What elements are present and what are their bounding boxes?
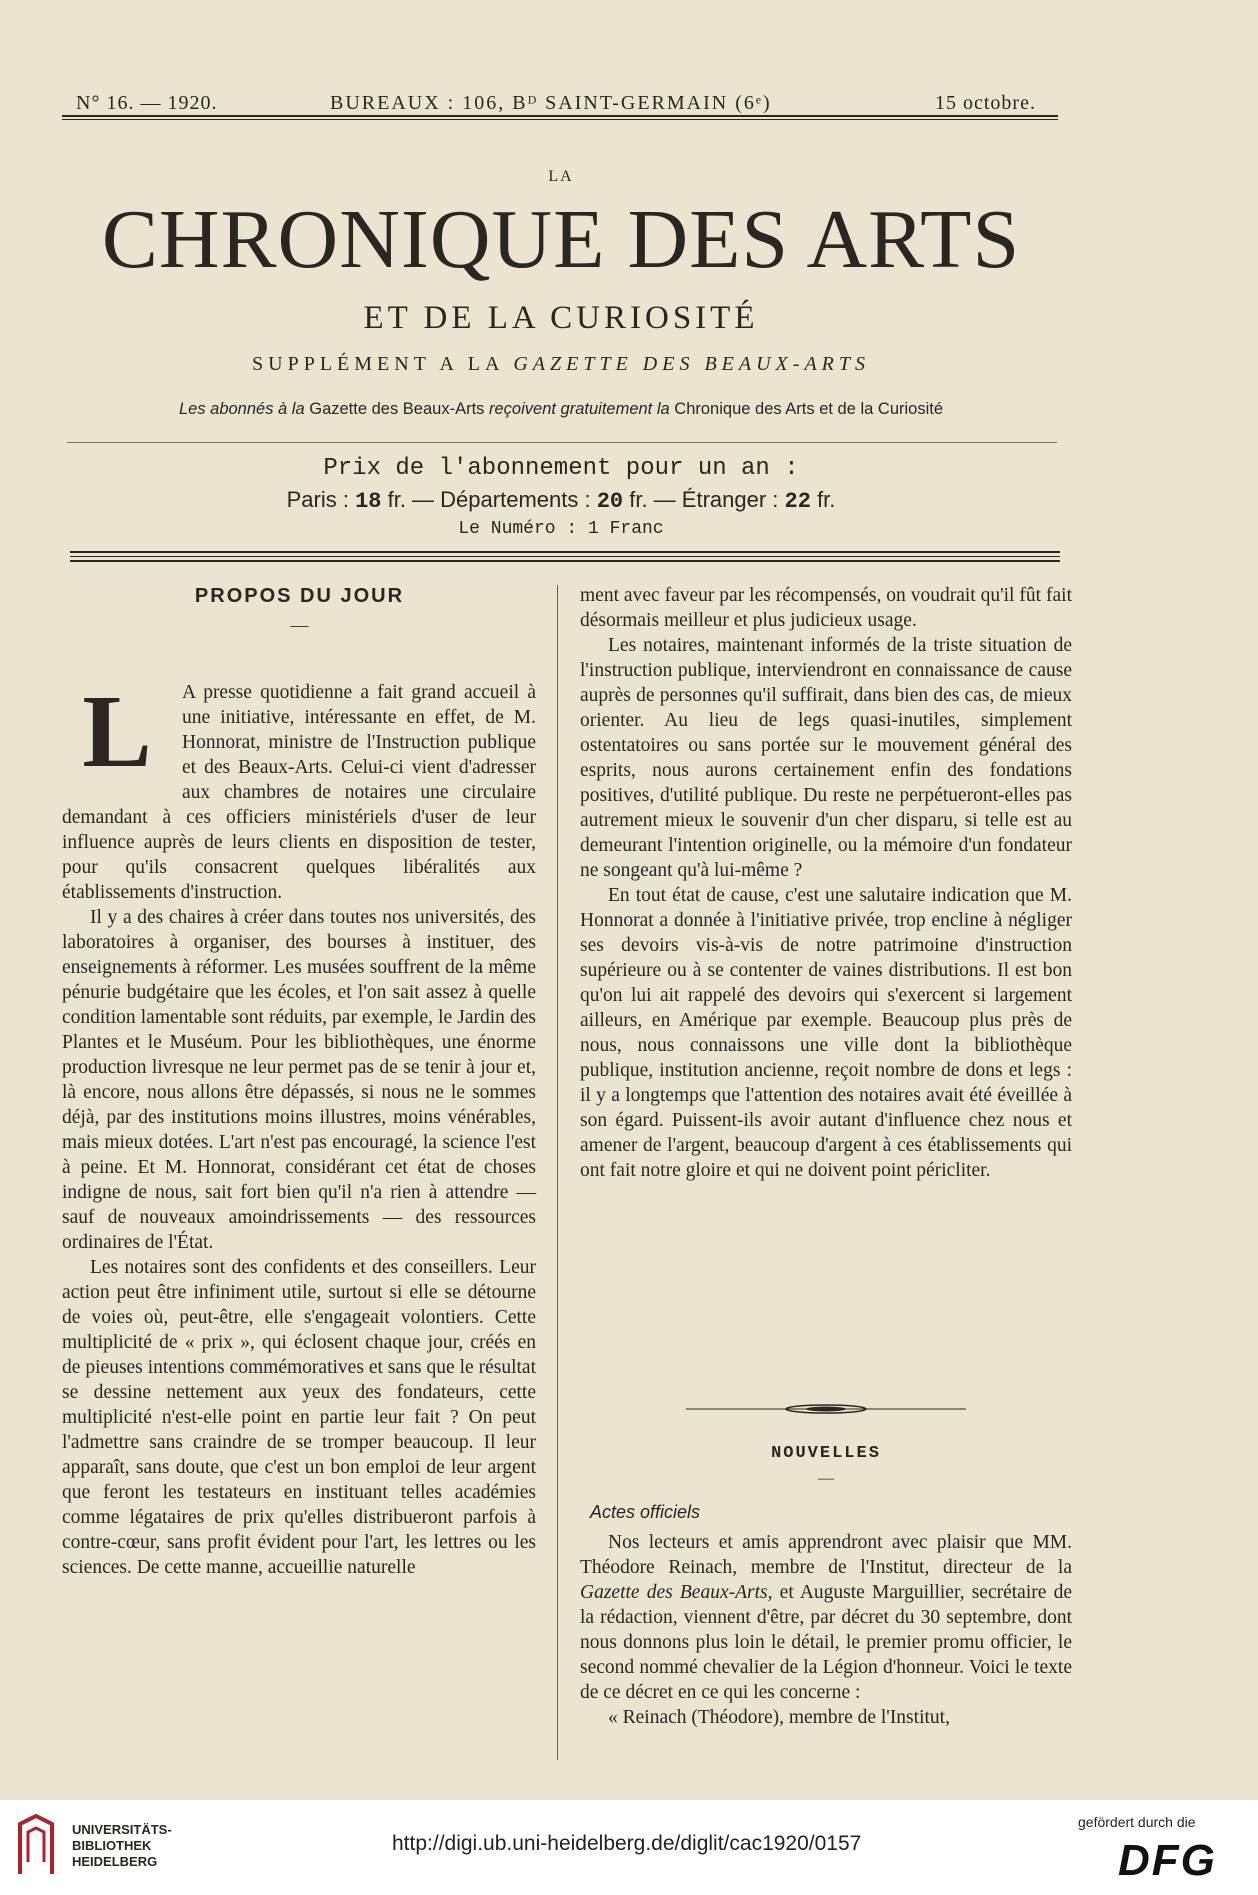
nouvelles-heading: NOUVELLES bbox=[771, 1444, 881, 1463]
funded-by-label: gefördert durch die bbox=[1078, 1814, 1196, 1830]
digital-url-link[interactable]: http://digi.ub.uni-heidelberg.de/diglit/cac1920/0157 bbox=[392, 1832, 862, 1855]
actes-heading: Actes officiels bbox=[590, 1502, 701, 1522]
pricing-rule bbox=[70, 551, 1060, 553]
header-rule-thin bbox=[62, 119, 1058, 120]
library-name bbox=[72, 1822, 172, 1870]
column-divider bbox=[557, 585, 558, 1760]
note-part-4: Chronique des Arts et de la Curiosité bbox=[674, 400, 944, 418]
right-paragraph-5: « Reinach (Théodore), membre de l'Institut, bbox=[608, 1707, 950, 1728]
right-paragraph-3: En tout état de cause, c'est une salutaire indication que M. Honnorat a donnée à l'initiative privée, trop encline à négliger ses devoirs vis-à-vis de notre patrimoine d'instruction supérieure ou à se contenter de vaines distributions. Il est bon qu'on lui ait rappelé des devoirs qui s'exercent si largement ailleurs, en Amérique par exemple. Beaucoup plus près de nous, nous connaissons une ville dont la bibliothèque publique, institution ancienne, reçoit nombre de dons et legs : il y a longtemps que l'attention des notaires avait été éveillée à son égard. Puissent-ils avoir autant d'influence chez nous et amener de l'argent, beaucoup d'argent à ces établissements qui ont fait notre gloire et qui ne doivent point péricliter. bbox=[580, 885, 1072, 1181]
note-part-3: reçoivent gratuitement la bbox=[489, 400, 670, 418]
left-p1-text: A presse quotidienne a fait grand accueil à une initiative, intéressante en effet, de M. Honnorat, ministre de l'Instruction publique et des Beaux-Arts. Celui-ci vient d'adresser aux chambres de notaires une circulaire demandant à ces officiers ministériels d'user de leur influence auprès de leurs clients en disposition de tester, pour qu'ils consacrent quelques libéralités aux établissements d'instruction. bbox=[62, 682, 536, 903]
p4-part-b: et Auguste Marguillier, secrétaire de la rédaction, viennent d'être, par décret du 30 septembre, dont nous donnons plus loin le détail, le premier promu officier, le second nommé chevalier de la Légion d'honneur. Voici le texte de ce décret en ce qui les concerne : bbox=[580, 1582, 1072, 1703]
supplement-prefix: SUPPLÉMENT A LA bbox=[252, 353, 504, 375]
dotted-rule bbox=[67, 442, 1057, 443]
numero-price: Le Numéro : 1 Franc bbox=[458, 519, 664, 539]
library-line-3: HEIDELBERG bbox=[72, 1854, 158, 1869]
right-column-text bbox=[580, 583, 1072, 1183]
p4-part-a: Nos lecteurs et amis apprendront avec plaisir que MM. Théodore Reinach, membre de l'Institut, directeur de la bbox=[580, 1532, 1072, 1578]
propos-heading: PROPOS DU JOUR bbox=[194, 585, 405, 607]
left-column-text bbox=[62, 674, 536, 1580]
header-rule bbox=[62, 115, 1058, 117]
masthead-article: LA bbox=[548, 168, 574, 185]
dept-price: 20 bbox=[596, 489, 624, 514]
issue-date: 15 octobre. bbox=[935, 92, 1036, 114]
propos-dash: — bbox=[290, 615, 309, 635]
issue-number: N° 16. — 1920. bbox=[76, 92, 218, 114]
masthead-supplement bbox=[63, 353, 1059, 376]
etranger-price: 22 bbox=[784, 489, 811, 514]
left-paragraph-3: Les notaires sont des confidents et des conseillers. Leur action peut être infiniment utile, surtout si elle se détourne de voies où, peut-être, elle s'engageait volontiers. Cette multiplicité de « prix », qui éclosent chaque jour, créés en de pieuses intentions commémoratives et sans que le résultat se dessine nettement aux yeux des fondateurs, cette multiplicité n'est-elle point en partie leur fait ? On peut l'admettre sans craindre de se tromper beaucoup. Il leur apparaît, sans doute, que c'est un bon emploi de leur argent que feront les testateurs en instituant telles académies comme légataires de prix qu'elles distribueront parfois à contre-cœur, sans profit évident pour l'art, les lettres ou les sciences. De cette manne, accueillie naturelle bbox=[62, 1257, 536, 1578]
p4-gazette: Gazette des Beaux-Arts, bbox=[580, 1582, 773, 1603]
note-part-1: Les abonnés à la bbox=[178, 400, 305, 418]
etranger-label: fr. — Étranger : bbox=[629, 487, 779, 512]
ub-heidelberg-logo-icon bbox=[16, 1814, 56, 1878]
digitization-footer bbox=[0, 1800, 1258, 1895]
dept-label: fr. — Départements : bbox=[387, 487, 591, 512]
note-part-2: Gazette des Beaux-Arts bbox=[309, 400, 485, 418]
pricing-rule-2 bbox=[70, 560, 1060, 562]
subscribers-note bbox=[63, 400, 1059, 419]
right-paragraph-4 bbox=[580, 1530, 1072, 1705]
library-line-2: BIBLIOTHEK bbox=[72, 1838, 152, 1853]
masthead-subtitle: ET DE LA CURIOSITÉ bbox=[363, 300, 759, 336]
pricing-line bbox=[63, 487, 1059, 514]
paris-label: Paris : bbox=[286, 487, 349, 512]
right-column-nouvelles bbox=[580, 1530, 1072, 1730]
dropcap-letter: L bbox=[82, 674, 152, 789]
fr-suffix: fr. bbox=[817, 487, 836, 512]
library-line-1: UNIVERSITÄTS- bbox=[72, 1822, 172, 1837]
supplement-name: GAZETTE DES BEAUX-ARTS bbox=[513, 353, 870, 375]
bureaux-address: BUREAUX : 106, Bᴰ SAINT-GERMAIN (6ᵉ) bbox=[330, 92, 772, 114]
left-paragraph-2: Il y a des chaires à créer dans toutes nos universités, des laboratoires à organiser, des bourses à instituer, des enseignements à réformer. Les musées souffrent de la même pénurie budgétaire que les écoles, et l'on sait assez à quelle condition lamentable sont réduits, par exemple, le Jardin des Plantes et le Muséum. Pour les bibliothèques, une énorme production livresque ne leur permet pas de se tenir à jour et, là encore, nous allons être dépassés, si nous ne le sommes déjà, par des institutions moins illustres, moins vénérables, mais mieux dotées. L'art n'est pas encouragé, la science l'est à peine. Et M. Honnorat, considérant cet état de choses indigne de nous, sait fort bien qu'il n'a rien à attendre — sauf de nouveaux amoindrissements — des ressources ordinaires de l'État. bbox=[62, 907, 536, 1253]
right-paragraph-2: Les notaires, maintenant informés de la triste situation de l'instruction publique, interviendront en connaissance de cause auprès de personnes qu'il suffirait, dans bien des cas, de mieux orienter. Au lieu de legs quasi-inutiles, simplement ostentatoires ou sans portée sur le mouvement général des esprits, nous aurons certainement enfin des fondations positives, d'utilité publique. Du reste ne perpétueront-elles pas autrement mieux le souvenir d'un cher disparu, si telle est au demeurant l'intention originelle, ou la mémoire d'un fondateur ne songeant qu'à lui-même ? bbox=[580, 635, 1072, 881]
right-paragraph-1: ment avec faveur par les récompensés, on voudrait qu'il fût fait désormais meilleur et plus judicieux usage. bbox=[580, 585, 1072, 631]
pricing-heading: Prix de l'abonnement pour un an : bbox=[323, 455, 799, 482]
paris-price: 18 bbox=[355, 489, 382, 514]
masthead-title: CHRONIQUE DES ARTS bbox=[101, 193, 1021, 286]
dfg-logo: DFG bbox=[1118, 1836, 1217, 1885]
left-paragraph-1 bbox=[62, 674, 536, 905]
nouvelles-dash: — bbox=[818, 1470, 834, 1487]
pricing-rule-thin bbox=[70, 556, 1060, 557]
ornament-rule bbox=[686, 1402, 966, 1416]
